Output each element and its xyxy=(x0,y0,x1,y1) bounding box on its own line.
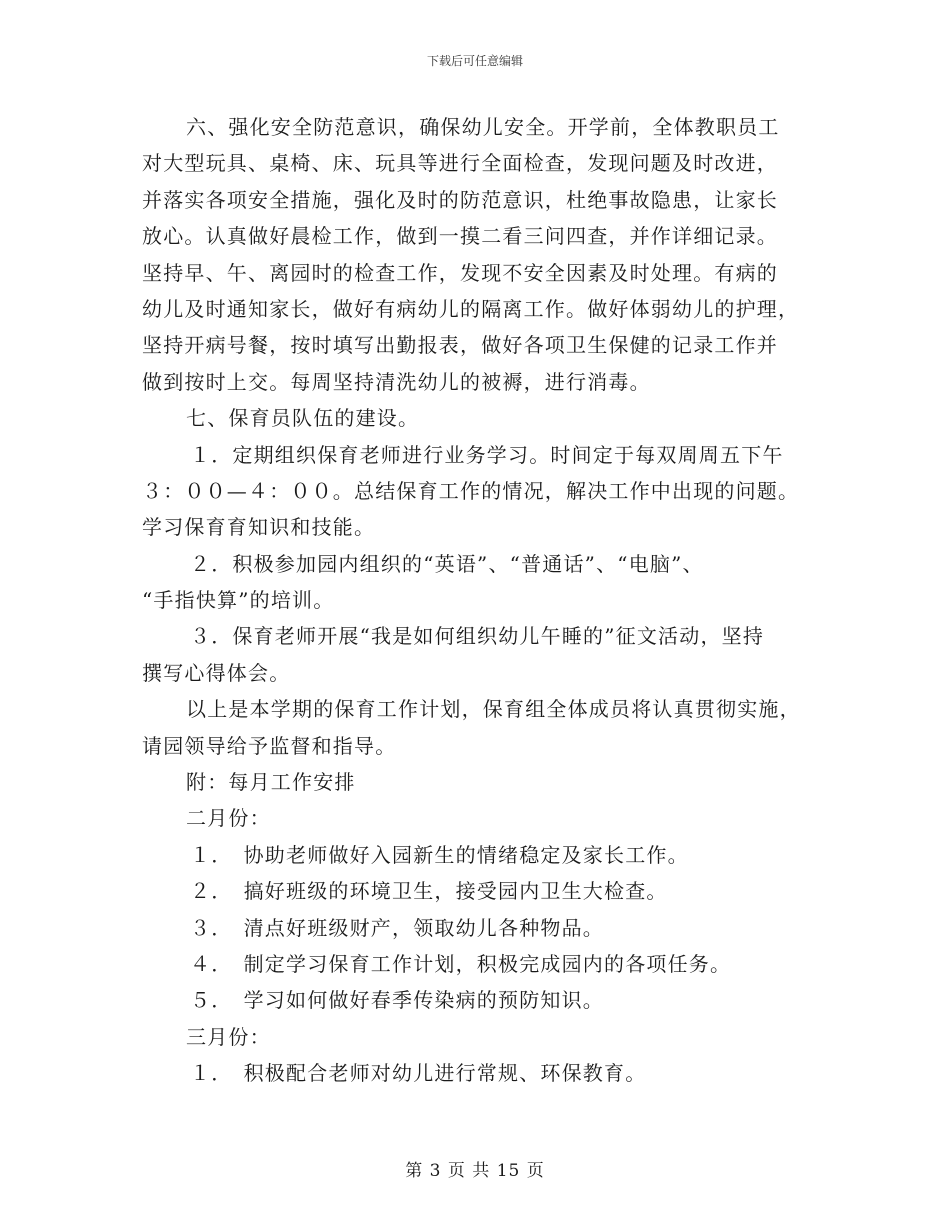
paragraph-line: 以上是本学期的保育工作计划，保育组全体成员将认真贯彻实施， xyxy=(186,697,801,722)
month-heading: 二月份： xyxy=(186,806,271,831)
paragraph-line: 对大型玩具、桌椅、床、玩具等进行全面检查，发现问题及时改进， xyxy=(142,151,778,176)
list-item: １． 协助老师做好入园新生的情绪稳定及家长工作。 xyxy=(190,842,689,867)
paragraph-line: 六、强化安全防范意识，确保幼儿安全。开学前，全体教职员工 xyxy=(186,115,780,139)
section-heading: 七、保育员队伍的建设。 xyxy=(186,406,420,431)
paragraph-line: 放心。认真做好晨检工作，做到一摸二看三问四查，并作详细记录。 xyxy=(142,224,778,249)
list-item: １．定期组织保育老师进行业务学习。时间定于每双周周五下午 xyxy=(190,442,784,467)
list-item: ２．积极参加园内组织的“英语”、“普通话”、“电脑”、 xyxy=(190,551,704,576)
appendix-heading: 附：每月工作安排 xyxy=(186,770,356,795)
list-item: ３． 清点好班级财产，领取幼儿各种物品。 xyxy=(190,915,604,940)
header-note: 下载后可任意编辑 xyxy=(426,54,523,68)
list-item: ４． 制定学习保育工作计划，积极完成园内的各项任务。 xyxy=(190,951,732,976)
list-item: １． 积极配合老师对幼儿进行常规、环保教育。 xyxy=(190,1061,647,1086)
list-item: ５． 学习如何做好春季传染病的预防知识。 xyxy=(190,988,604,1013)
document-body xyxy=(142,109,814,1092)
paragraph-line: 坚持早、午、离园时的检查工作，发现不安全因素及时处理。有病的 xyxy=(142,260,778,285)
list-item: ２． 搞好班级的环境卫生，接受园内卫生大检查。 xyxy=(190,879,668,904)
paragraph-line: 做到按时上交。每周坚持清洗幼儿的被褥，进行消毒。 xyxy=(142,369,651,394)
paragraph-line: 撰写心得体会。 xyxy=(142,660,291,685)
paragraph-line: “手指快算”的培训。 xyxy=(142,588,335,613)
page-number: 第 3 页 共 15 页 xyxy=(405,1161,545,1181)
paragraph-line: 并落实各项安全措施，强化及时的防范意识，杜绝事故隐患，让家长 xyxy=(142,187,778,212)
paragraph-line: ３：００—４：００。总结保育工作的情况，解决工作中出现的问题。 xyxy=(142,478,800,503)
month-heading: 三月份： xyxy=(186,1024,271,1049)
paragraph-line: 坚持开病号餐，按时填写出勤报表，做好各项卫生保健的记录工作并 xyxy=(142,333,778,358)
paragraph-line: 请园领导给予监督和指导。 xyxy=(142,733,397,758)
paragraph-line: 幼儿及时通知家长，做好有病幼儿的隔离工作。做好体弱幼儿的护理， xyxy=(142,296,800,321)
paragraph-line: 学习保育育知识和技能。 xyxy=(142,515,376,540)
list-item: ３．保育老师开展“我是如何组织幼儿午睡的”征文活动，坚持 xyxy=(190,624,765,649)
